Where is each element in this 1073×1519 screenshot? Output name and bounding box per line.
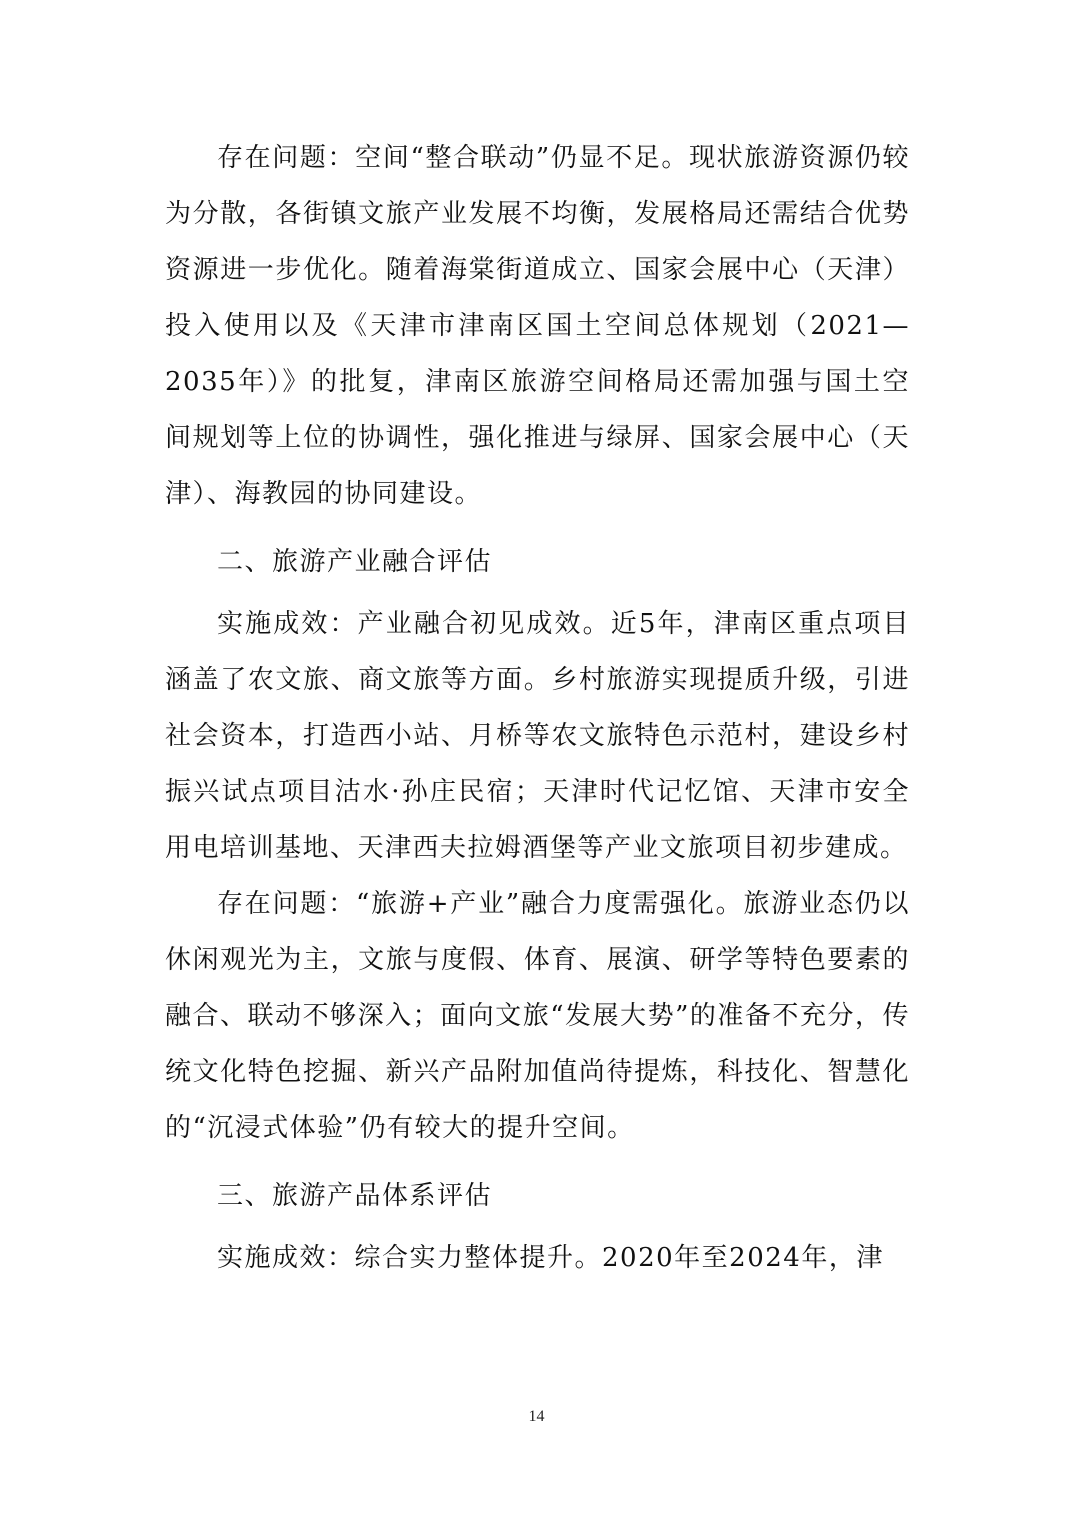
paragraph-problems-industry-integration: 存在问题：“旅游+产业”融合力度需强化。旅游业态仍以休闲观光为主，文旅与度假、体育、展演、研学等特色要素的融合、联动不够深入；面向文旅“发展大势”的准备不充分，传统文化特色挖掘、新兴产品附加值尚待提炼，科技化、智慧化的“沉浸式体验”仍有较大的提升空间。 <box>165 889 910 1143</box>
section-heading-industry-integration: 二、旅游产业融合评估 <box>217 547 493 577</box>
paragraph-results-industry-integration: 实施成效：产业融合初见成效。近5年，津南区重点项目涵盖了农文旅、商文旅等方面。乡村旅游实现提质升级，引进社会资本，打造西小站、月桥等农文旅特色示范村，建设乡村振兴试点项目沽水·孙庄民宿；天津时代记忆馆、天津市安全用电培训基地、天津西夫拉姆酒堡等产业文旅项目初步建成。 <box>165 609 910 863</box>
section-heading-product-system: 三、旅游产品体系评估 <box>217 1181 493 1211</box>
page-number: 14 <box>528 1408 545 1425</box>
paragraph-results-product-system: 实施成效：综合实力整体提升。2020年至2024年，津 <box>217 1243 884 1273</box>
document-body <box>165 130 910 1286</box>
paragraph-existing-problems-space: 存在问题：空间“整合联动”仍显不足。现状旅游资源仍较为分散，各街镇文旅产业发展不均衡，发展格局还需结合优势资源进一步优化。随着海棠街道成立、国家会展中心（天津）投入使用以及《天津市津南区国土空间总体规划（2021—2035年）》的批复，津南区旅游空间格局还需加强与国土空间规划等上位的协调性，强化推进与绿屏、国家会展中心（天津）、海教园的协同建设。 <box>165 143 910 509</box>
